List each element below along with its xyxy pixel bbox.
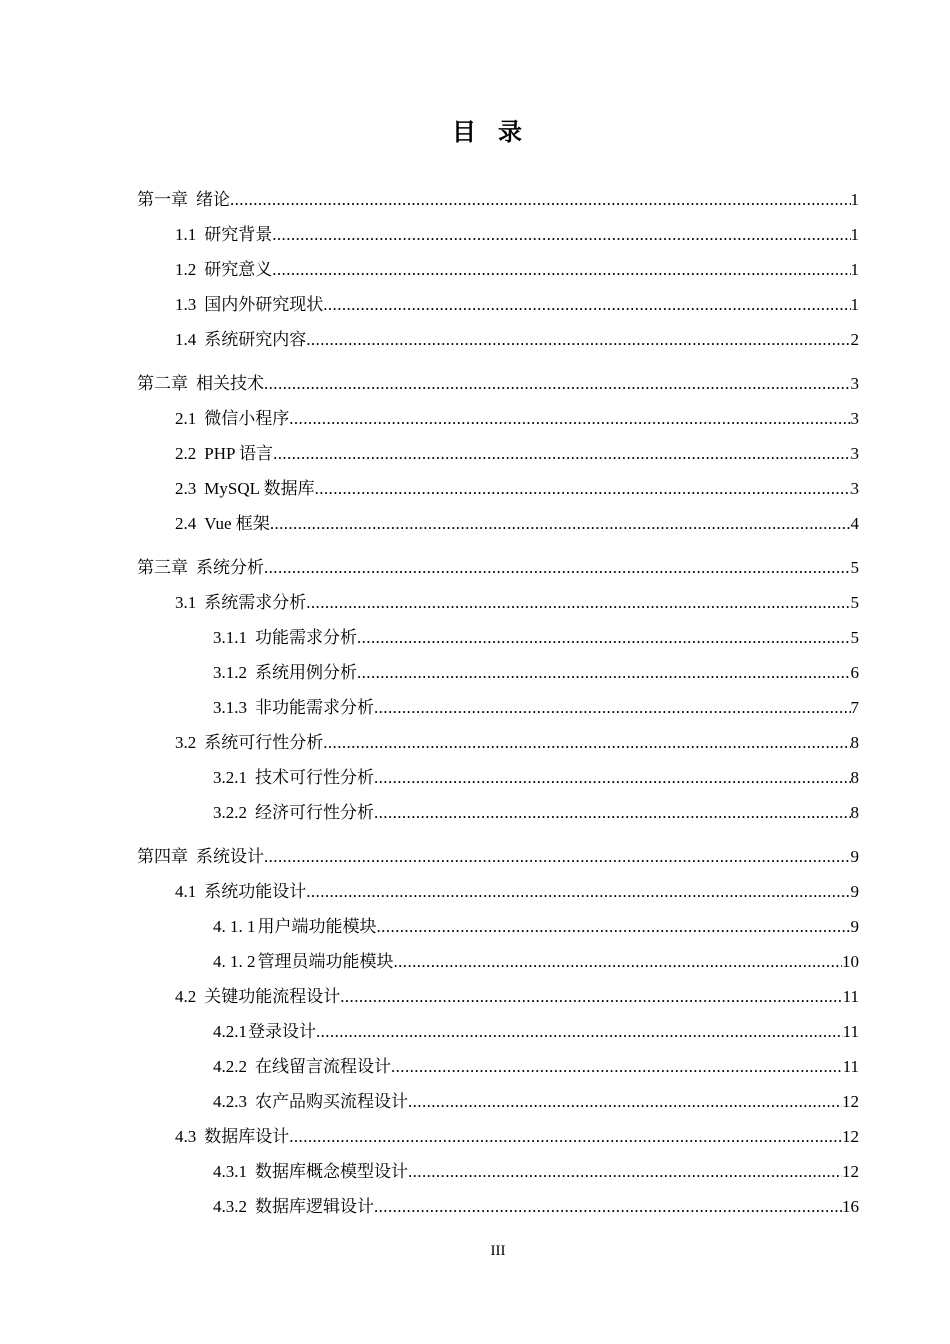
toc-entry-title: 技术可行性分析: [255, 768, 374, 787]
toc-dot-leader: [374, 802, 851, 824]
toc-entry-title: 系统需求分析: [204, 593, 307, 612]
toc-entry-page: 11: [842, 1057, 859, 1076]
toc-entry-label: [213, 1091, 408, 1113]
toc-dot-leader: [374, 697, 851, 719]
toc-dot-leader: [340, 986, 842, 1008]
toc-entry-label: [213, 916, 377, 938]
toc-entry-number: 4. 1. 1: [213, 917, 256, 936]
toc-entry-title: 系统研究内容: [204, 330, 307, 349]
toc-entry-page: 2: [850, 330, 859, 349]
toc-entry-number: 4.2.3: [213, 1092, 247, 1111]
toc-entry-title: 登录设计: [248, 1022, 316, 1041]
toc-entry-page: 3: [850, 409, 859, 428]
toc-dot-leader: [315, 478, 851, 500]
toc-entry-title: 国内外研究现状: [204, 295, 324, 314]
toc-entry-page: 6: [850, 663, 859, 682]
toc-entry-page: 3: [850, 444, 859, 463]
toc-entry-page: 8: [850, 733, 859, 752]
toc-entry-number: 第一章: [137, 190, 188, 209]
toc-entry[interactable]: [213, 802, 859, 824]
toc-entry-number: 第三章: [137, 558, 188, 577]
toc-entry-number: 4.3.2: [213, 1197, 247, 1216]
toc-entry[interactable]: [137, 373, 859, 395]
toc-entry-title: 农产品购买流程设计: [255, 1092, 408, 1111]
toc-entry[interactable]: [175, 443, 859, 465]
toc-entry-number: 3.2: [175, 733, 197, 752]
toc-entry-page: 5: [850, 628, 859, 647]
toc-entry-page: 8: [850, 803, 859, 822]
toc-entry-number: 4.3.1: [213, 1162, 247, 1181]
toc-dot-leader: [357, 627, 851, 649]
toc-entry-number: 4.3: [175, 1127, 197, 1146]
toc-entry-label: [213, 802, 374, 824]
toc-entry-title: 功能需求分析: [255, 628, 357, 647]
toc-entry-label: [175, 478, 315, 500]
toc-entry[interactable]: [213, 1091, 859, 1113]
toc-dot-leader: [374, 1196, 842, 1218]
toc-entry-page: 1: [850, 260, 859, 279]
toc-entry[interactable]: [213, 1056, 859, 1078]
toc-entry-label: [175, 408, 289, 430]
toc-dot-leader: [374, 767, 851, 789]
toc-entry-number: 1.3: [175, 295, 197, 314]
toc-entry[interactable]: [175, 732, 859, 754]
toc-entry-title: 在线留言流程设计: [255, 1057, 391, 1076]
toc-entry-title: 数据库逻辑设计: [255, 1197, 374, 1216]
toc-entry-number: 第四章: [137, 847, 188, 866]
toc-entry[interactable]: [175, 592, 859, 614]
toc-dot-leader: [230, 189, 851, 211]
toc-dot-leader: [323, 732, 850, 754]
toc-entry-label: [213, 951, 394, 973]
toc-entry[interactable]: [175, 986, 859, 1008]
toc-dot-leader: [289, 1126, 842, 1148]
toc-dot-leader: [270, 513, 851, 535]
toc-entry-label: [213, 697, 374, 719]
toc-entry-title: MySQL 数据库: [204, 479, 315, 498]
toc-entry-number: 1.1: [175, 225, 197, 244]
toc-entry-label: [213, 1056, 391, 1078]
toc-entry-label: [175, 986, 340, 1008]
toc-dot-leader: [306, 329, 850, 351]
toc-entry[interactable]: [213, 697, 859, 719]
toc-entry-label: [137, 189, 230, 211]
toc-entry-title: 经济可行性分析: [255, 803, 374, 822]
toc-entry[interactable]: [213, 916, 859, 938]
toc-entry-page: 1: [850, 190, 859, 209]
toc-dot-leader: [357, 662, 851, 684]
toc-entry-page: 5: [850, 593, 859, 612]
toc-entry[interactable]: [213, 662, 859, 684]
page-title: 目录: [452, 118, 544, 146]
toc-dot-leader: [394, 951, 843, 973]
toc-entry[interactable]: [175, 478, 859, 500]
toc-entry-label: [213, 627, 357, 649]
toc-entry-label: [137, 373, 264, 395]
toc-entry[interactable]: [213, 1161, 859, 1183]
toc-entry-number: 2.3: [175, 479, 197, 498]
toc-entry-label: [213, 1196, 374, 1218]
toc-entry-page: 12: [842, 1127, 859, 1146]
toc-entry-number: 4.2: [175, 987, 197, 1006]
toc-entry-page: 1: [850, 295, 859, 314]
toc-dot-leader: [323, 294, 850, 316]
toc-entry-number: 2.2: [175, 444, 197, 463]
toc-entry-label: [175, 881, 306, 903]
toc-entry-number: 第二章: [137, 374, 188, 393]
toc-entry-number: 1.2: [175, 260, 197, 279]
toc-entry-label: [137, 557, 264, 579]
toc-entry-title: 系统可行性分析: [204, 733, 324, 752]
toc-entry-title: Vue 框架: [204, 514, 270, 533]
toc-entry[interactable]: [213, 1021, 859, 1043]
toc-entry-page: 9: [850, 882, 859, 901]
toc-entry-page: 3: [850, 374, 859, 393]
toc-entry-label: [137, 846, 264, 868]
toc-entry-title: 绪论: [196, 190, 230, 209]
toc-entry-page: 10: [842, 952, 859, 971]
toc-entry[interactable]: [213, 951, 859, 973]
toc-entry-label: [175, 224, 272, 246]
toc-entry[interactable]: [175, 881, 859, 903]
toc-entry-number: 3.1.1: [213, 628, 247, 647]
toc-entry-number: 2.1: [175, 409, 197, 428]
toc-entry[interactable]: [175, 408, 859, 430]
toc-dot-leader: [408, 1161, 842, 1183]
toc-dot-leader: [306, 592, 850, 614]
toc-dot-leader: [264, 846, 851, 868]
toc-entry-page: 7: [850, 698, 859, 717]
toc-entry-page: 11: [842, 1022, 859, 1041]
toc-entry-page: 8: [850, 768, 859, 787]
toc-entry-page: 9: [850, 917, 859, 936]
toc-entry-title: 相关技术: [196, 374, 264, 393]
toc-entry-label: [175, 294, 323, 316]
toc-entry-label: [175, 329, 306, 351]
toc-entry-page: 4: [850, 514, 859, 533]
toc-entry-page: 12: [842, 1092, 859, 1111]
toc-entry-title: 研究意义: [204, 260, 273, 279]
toc-dot-leader: [289, 408, 850, 430]
toc-entry-label: [175, 259, 272, 281]
toc-entry-page: 9: [850, 847, 859, 866]
toc-dot-leader: [391, 1056, 843, 1078]
toc-entry-number: 3.2.1: [213, 768, 247, 787]
toc-entry-number: 1.4: [175, 330, 197, 349]
toc-dot-leader: [273, 443, 850, 465]
toc-dot-leader: [306, 881, 850, 903]
toc-entry-number: 3.1: [175, 593, 197, 612]
toc-entry-title: PHP 语言: [204, 444, 274, 463]
toc-entry-number: 4.2.1: [213, 1022, 247, 1041]
toc-entry-label: [175, 1126, 289, 1148]
toc-entry-label: [175, 592, 306, 614]
toc-entry[interactable]: [213, 1196, 859, 1218]
toc-entry[interactable]: [175, 294, 859, 316]
toc-entry-title: 系统用例分析: [255, 663, 357, 682]
toc-entry[interactable]: [175, 259, 859, 281]
toc-entry-page: 5: [850, 558, 859, 577]
toc-entry[interactable]: [175, 224, 859, 246]
toc-entry-label: [175, 513, 270, 535]
page-number: III: [490, 1243, 506, 1259]
toc-dot-leader: [264, 557, 851, 579]
toc-entry-number: 3.2.2: [213, 803, 247, 822]
toc-dot-leader: [316, 1021, 843, 1043]
toc-entry-number: 4. 1. 2: [213, 952, 256, 971]
toc-dot-leader: [408, 1091, 842, 1113]
toc-entry[interactable]: [175, 329, 859, 351]
toc-entry-number: 3.1.2: [213, 663, 247, 682]
toc-entry-title: 数据库概念模型设计: [255, 1162, 408, 1181]
toc-entry-title: 系统设计: [196, 847, 264, 866]
toc-entry[interactable]: [137, 557, 859, 579]
toc-entry-title: 系统分析: [196, 558, 264, 577]
toc-entry-title: 数据库设计: [204, 1127, 290, 1146]
toc-entry-number: 4.2.2: [213, 1057, 247, 1076]
toc-entry-title: 用户端功能模块: [257, 917, 377, 936]
toc-entry-title: 研究背景: [204, 225, 273, 244]
toc-entry-label: [213, 767, 374, 789]
toc-entry-label: [213, 1161, 408, 1183]
toc-dot-leader: [272, 224, 850, 246]
toc-entry-title: 管理员端功能模块: [257, 952, 394, 971]
toc-entry-number: 4.1: [175, 882, 197, 901]
toc-entry-page: 16: [842, 1197, 859, 1216]
toc-entry-title: 关键功能流程设计: [204, 987, 341, 1006]
toc-entry-page: 3: [850, 479, 859, 498]
toc-entry[interactable]: [213, 627, 859, 649]
toc-entry-title: 微信小程序: [204, 409, 290, 428]
toc-entry-page: 1: [850, 225, 859, 244]
toc-dot-leader: [272, 259, 850, 281]
toc-entry-page: 11: [842, 987, 859, 1006]
toc-entry[interactable]: [175, 1126, 859, 1148]
toc-entry-number: 3.1.3: [213, 698, 247, 717]
toc-entry-title: 系统功能设计: [204, 882, 307, 901]
toc-dot-leader: [377, 916, 851, 938]
toc-entry[interactable]: [137, 846, 859, 868]
toc-entry-label: [175, 732, 323, 754]
toc-entry-title: 非功能需求分析: [255, 698, 374, 717]
toc-entry-label: [213, 1021, 316, 1043]
toc-dot-leader: [264, 373, 851, 395]
toc-entry[interactable]: [137, 189, 859, 211]
toc-entry-number: 2.4: [175, 514, 197, 533]
toc-entry[interactable]: [175, 513, 859, 535]
toc-entry[interactable]: [213, 767, 859, 789]
toc-entry-label: [175, 443, 273, 465]
toc-entry-page: 12: [842, 1162, 859, 1181]
toc-entry-label: [213, 662, 357, 684]
